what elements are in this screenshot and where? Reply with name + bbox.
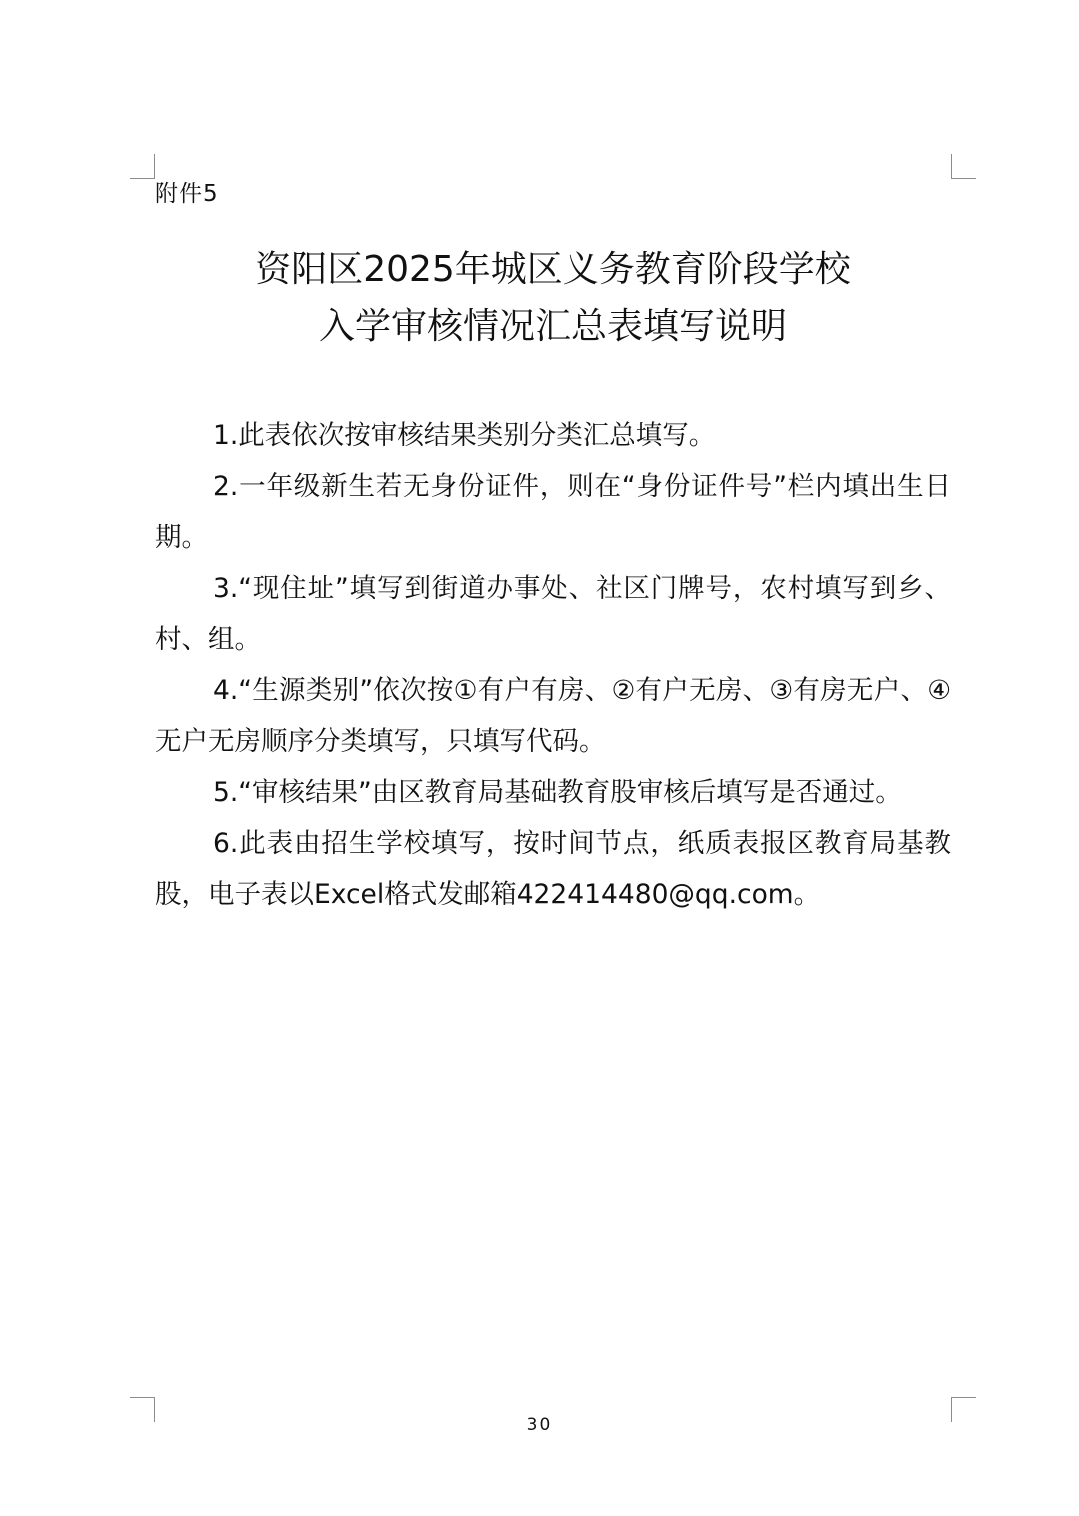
instruction-paragraph-6: 6.此表由招生学校填写，按时间节点，纸质表报区教育局基教股，电子表以Excel格式发邮箱422414480@qq.com。 [155,828,951,910]
instruction-paragraph-5: 5.“审核结果”由区教育局基础教育股审核后填写是否通过。 [213,777,902,808]
document-title-line-1: 资阳区2025年城区义务教育阶段学校 [255,249,851,290]
crop-mark-top-right [951,154,976,179]
instructions-body [155,410,951,920]
instruction-paragraph-1: 1.此表依次按审核结果类别分类汇总填写。 [213,420,716,451]
document-title-line-2: 入学审核情况汇总表填写说明 [318,306,787,347]
crop-mark-top-left [130,154,155,179]
instruction-paragraph-4: 4.“生源类别”依次按①有户有房、②有户无房、③有房无户、④无户无房顺序分类填写，只填写代码。 [155,675,951,757]
page-number: 30 [526,1415,553,1435]
attachment-label: 附件5 [155,181,219,207]
instruction-paragraph-2: 2.一年级新生若无身份证件，则在“身份证件号”栏内填出生日期。 [155,471,951,553]
instruction-paragraph-3: 3.“现住址”填写到街道办事处、社区门牌号，农村填写到乡、村、组。 [155,573,951,655]
